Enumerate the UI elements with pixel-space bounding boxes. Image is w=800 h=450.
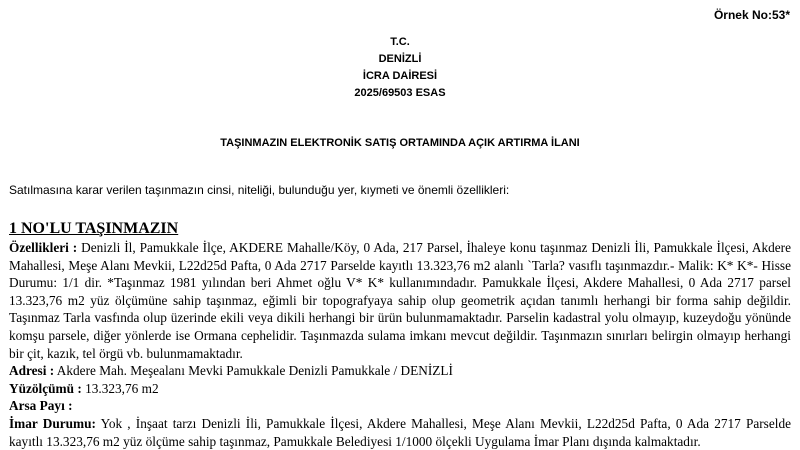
header-case-number: 2025/69503 ESAS [354, 87, 446, 99]
header-city: DENİZLİ [378, 53, 422, 65]
intro-text: Satılmasına karar verilen taşınmazın cinsi, niteliği, bulunduğu yer, kıymeti ve önemli özellikleri: [9, 183, 510, 197]
address-text: Akdere Mah. Meşealanı Mevki Pamukkale Denizli Pamukkale / DENİZLİ [54, 363, 453, 379]
zoning-text: Yok , İnşaat tarzı Denizli İli, Pamukkale İlçesi, Akdere Mahallesi, Meşe Alanı Mevkii, L22d25d Pafta, 0 Ada 2717 Parselde kayıtlı 13.323,76 m2 yüz ölçüme sahip taşınmaz, Pamukkale Belediyesi 1/1000 ölçekli Uygulama İmar Planı dışında kalmaktadır. [9, 415, 791, 449]
property-heading: 1 NO'LU TAŞINMAZIN [9, 220, 179, 237]
header-country: T.C. [390, 36, 410, 48]
area-label: Yüzölçümü : [9, 380, 82, 396]
announcement-title: TAŞINMAZIN ELEKTRONİK SATIŞ ORTAMINDA AÇIK ARTIRMA İLANI [220, 137, 580, 149]
address-paragraph [9, 362, 791, 380]
header-office: İCRA DAİRESİ [362, 70, 438, 82]
share-label: Arsa Payı : [9, 398, 73, 414]
document-header [0, 34, 800, 102]
zoning-paragraph [9, 415, 791, 450]
features-label: Özellikleri : [9, 240, 78, 255]
sample-number: Örnek No:53* [713, 8, 790, 22]
property-section [9, 219, 791, 450]
address-label: Adresi : [9, 363, 55, 379]
property-details [9, 239, 791, 450]
area-paragraph [9, 380, 791, 398]
zoning-label: İmar Durumu: [9, 415, 96, 431]
features-paragraph [9, 239, 791, 362]
features-text: Denizli İl, Pamukkale İlçe, AKDERE Mahalle/Köy, 0 Ada, 217 Parsel, İhaleye konu taşınmaz Denizli İli, Pamukkale İlçesi, Akdere Mahallesi, Meşe Alanı Mevkii, L22d25d Pafta, 0 Ada 2717 Parselde kayıtlı 13.323,76 m2 alanlı `Tarla? vasıflı taşınmazdır.- Malik: K* K*- Hisse Durumu: 1/1 dir. *Taşınmaz 1981 yılından beri Ahmet oğlu V* K* kullanımındadır. Pamukkale İlçesi, Akdere Mahallesi, 0 Ada 2717 parsel 13.323,76 m2 yüz ölçümüne sahip taşınmaz, eğimli bir topografyaya sahip olup geometrik açıdan tanımlı herhangi bir forma sahip değildir. Taşınmaz Tarla vasfında olup üzerinde ekili veya dikili herhangi bir ürün bulunmamaktadır. Parselin kadastral yolu olmayıp, kuzeydoğu yönünde komşu parsele, diğer yönlerde ise Ormana cephelidir. Taşınmazda sulama imkanı mevcut değildir. Taşınmazın sınırları belirgin olmayıp herhangi bir çit, kazık, tel örgü vb. bulunmamaktadır. [9, 240, 791, 361]
share-paragraph [9, 397, 791, 415]
area-text: 13.323,76 m2 [81, 380, 159, 396]
